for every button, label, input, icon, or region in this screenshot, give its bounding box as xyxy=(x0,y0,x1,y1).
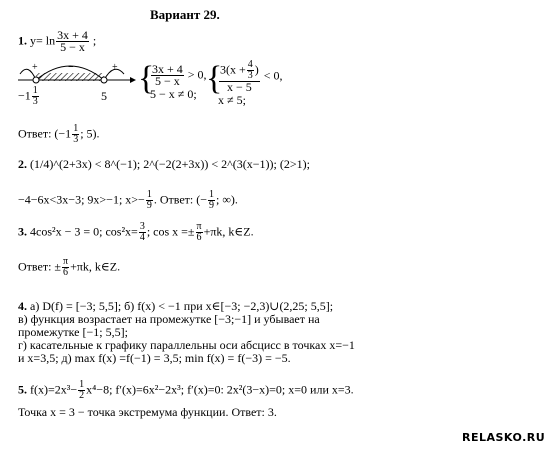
frac-numerator: π xyxy=(63,256,69,267)
problem-3-fraction-pi6 xyxy=(196,222,203,243)
problem-2-fraction xyxy=(146,190,153,211)
frac-denominator: 9 xyxy=(146,200,152,211)
problem-5-half xyxy=(78,380,85,401)
problem-2-line-1 xyxy=(18,158,310,172)
problem-5-number: 5. xyxy=(18,382,27,397)
answer-fraction xyxy=(72,124,79,145)
frac-numerator: 1 xyxy=(73,123,79,134)
problem-1-statement xyxy=(18,30,96,53)
answer-pm: ± xyxy=(54,259,62,274)
problem-4 xyxy=(18,300,355,365)
system-1-brace: { xyxy=(138,60,155,97)
problem-3-answer xyxy=(18,257,120,278)
problem-3-text-a: 4cos²x − 3 = 0; cos²x= xyxy=(30,224,138,239)
frac-numerator: 3(x + $\frac{4}{3}$ ) xyxy=(220,59,259,81)
problem-2-answer-fraction xyxy=(208,190,215,211)
frac-denominator: 2 xyxy=(79,390,85,401)
open-point-right xyxy=(101,77,107,83)
problem-2-line-1-text: (1/4)^(2+3x) < 8^(−1); 2^(−2(2+3x)) < 2^(3(x−1)); (2>1); xyxy=(30,157,310,171)
frac-denominator: 5 − x xyxy=(155,74,180,88)
axis-left-frac xyxy=(32,86,39,107)
problem-3-fraction-34 xyxy=(139,222,146,243)
frac-denominator: 3 xyxy=(247,70,253,81)
system-1 xyxy=(150,64,207,101)
problem-4-line-3: промежутке [−1; 5,5]; xyxy=(18,325,128,339)
problem-5-text-a: f(x)=2x³− xyxy=(30,382,78,397)
axis-left-int: −1 xyxy=(18,88,31,103)
problem-3-number: 3. xyxy=(18,224,27,239)
problem-1-number: 1. xyxy=(18,33,27,48)
answer-value-b: ; 5). xyxy=(80,126,100,141)
frac-denominator: 3 xyxy=(73,134,79,145)
problem-4-line-2: в) функция возрастает на промежутке [−3;−1] и убывает на xyxy=(18,312,320,326)
problem-5-text-b: x⁴−8; f′(x)=6x²−2x³; f′(x)=0: 2x²(3−x)=0; x=0 или x=3. xyxy=(86,382,354,397)
problem-5-line-2: Точка x = 3 − точка экстремума функции. Ответ: 3. xyxy=(18,405,277,419)
answer-tail: +πk, k∈Z. xyxy=(70,259,121,274)
system-1-relation: > 0, xyxy=(187,67,207,82)
frac-denominator: 9 xyxy=(209,200,214,211)
frac-denominator: 4 xyxy=(139,232,145,243)
variant-title: Вариант 29. xyxy=(150,7,220,22)
site-watermark: RELASKO.RU xyxy=(462,431,546,444)
frac-numerator: 1 xyxy=(32,85,38,96)
frac-numerator: 1 xyxy=(146,189,152,200)
frac-denominator: 6 xyxy=(196,232,202,243)
answer-fraction xyxy=(62,257,69,278)
problem-3-statement xyxy=(18,222,254,243)
problem-1-answer xyxy=(18,124,100,145)
open-point-left xyxy=(33,77,39,83)
axis-label-left xyxy=(18,86,40,107)
problem-4-line-1: а) D(f) = [−3; 5,5]; б) f(x) < −1 при x∈[−3; −2,3)∪(2,25; 5,5]; xyxy=(30,299,334,313)
frac-numerator: 1 xyxy=(209,189,214,200)
frac-numerator: 3x + 4 xyxy=(152,62,183,76)
problem-5-line-1 xyxy=(18,380,354,401)
problem-3-text-c: +πk, k∈Z. xyxy=(203,224,254,239)
system-2 xyxy=(218,60,283,107)
system-2-fraction xyxy=(219,60,260,93)
sign-plus-right: + xyxy=(112,62,118,73)
problem-1-semicolon: ; xyxy=(92,33,97,48)
problem-2-text-b: . Ответ: (− xyxy=(153,192,207,207)
answer-label: Ответ: xyxy=(18,126,52,141)
frac-denominator: x − 5 xyxy=(226,80,252,94)
system-1-line-2: 5 − x ≠ 0; xyxy=(150,87,197,101)
system-2-brace: { xyxy=(206,60,223,97)
system-1-fraction xyxy=(151,64,184,87)
frac-numerator: 3x + 4 xyxy=(57,28,88,42)
answer-label: Ответ: xyxy=(18,259,52,274)
frac-numerator: 3 xyxy=(139,221,145,232)
frac-numerator: π xyxy=(196,221,202,232)
sign-minus-middle: − xyxy=(68,62,74,73)
problem-1-lhs: y= ln xyxy=(30,33,56,48)
frac-denominator: 6 xyxy=(63,267,69,278)
problem-4-line-5: и x=3,5; д) max f(x) =f(−1) = 3,5; min f(x) = f(−3) = −5. xyxy=(18,351,291,365)
problem-2-number: 2. xyxy=(18,157,27,171)
axis-label-right: 5 xyxy=(101,89,107,103)
problem-3-text-b: ; cos x =± xyxy=(146,224,195,239)
problem-4-line-4: г) касательные к графику параллельны оси абсцисс в точках x=−1 xyxy=(18,338,355,352)
answer-value-a: (−1 xyxy=(54,126,72,141)
problem-4-number: 4. xyxy=(18,299,27,313)
frac-numerator: 4 xyxy=(247,59,253,70)
frac-denominator: 3 xyxy=(32,96,38,107)
problem-2-text-a: −4−6x<3x−3; 9x>−1; x>− xyxy=(18,192,145,207)
frac-numerator: 1 xyxy=(79,379,85,390)
system-2-relation: < 0, xyxy=(263,68,283,83)
system-2-line-2: x ≠ 5; xyxy=(218,93,246,107)
problem-1-fraction xyxy=(56,30,89,53)
problem-2-text-c: ; ∞). xyxy=(216,192,238,207)
axis-arrow xyxy=(130,77,136,83)
problem-2-line-2 xyxy=(18,190,238,211)
sign-plus-left: + xyxy=(32,62,38,73)
frac-denominator: 5 − x xyxy=(60,40,85,54)
